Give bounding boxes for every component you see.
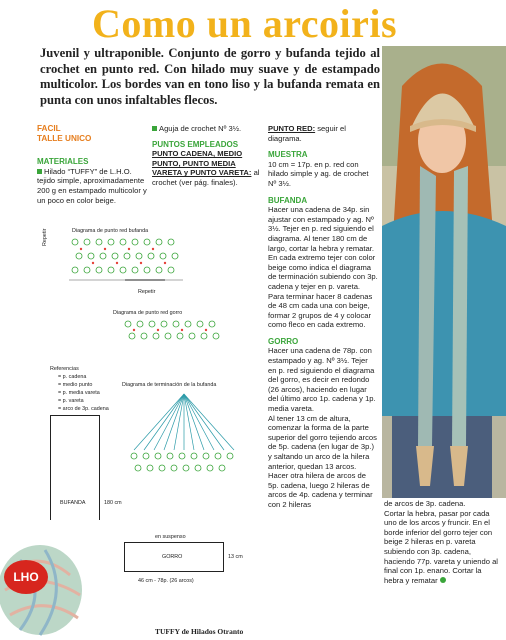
page-subtitle: Juvenil y ultraponible. Conjunto de gorro y bufanda tejido al crochet en punto red. Con hilado muy suave y de estampado multicolor. Los bordes van en tono liso y la bufanda remata en punta con unos infaltables flecos. bbox=[40, 46, 380, 107]
muestra-heading: MUESTRA bbox=[268, 150, 308, 160]
muestra-text: 10 cm = 17p. en p. red con hilado simple y ag. de crochet Nº 3½. bbox=[268, 159, 369, 188]
diagram-terminacion-label: Diagrama de terminación de la bufanda bbox=[122, 382, 217, 388]
column-right bbox=[268, 124, 378, 510]
bufanda-height-label: 180 cm bbox=[104, 500, 122, 506]
punto-red-text: PUNTO RED: seguir el diagrama. bbox=[268, 124, 346, 143]
bullet-square-icon bbox=[152, 126, 157, 131]
gorro-p3: de arcos de 3p. cadena. bbox=[384, 499, 466, 508]
column-far-right bbox=[384, 499, 502, 585]
bufanda-heading: BUFANDA bbox=[268, 195, 308, 205]
gorro-p2: Al tener 13 cm de altura, comenzar la forma de la parte superior del gorro tejiendo arcos de 5p. cadena (en lugar de 3p.) y saltando un arco de la hilera anterior, quedan 13 arcos. Hacer otra hilera de arcos de 5p. cadena, luego 2 hileras de arcos de 4p. cadena y terminar con 2 hileras bbox=[268, 413, 377, 509]
bufanda-p1: Hacer una cadena de 34p. sin ajustar con estampado y ag. Nº 3½. Tejer en p. red siguiendo el diagrama. Al tener 180 cm de largo, cortar la hebra y rematar. bbox=[268, 205, 374, 253]
bullet-square-icon bbox=[37, 169, 42, 174]
diagram-red-bufanda-label: Diagrama de punto red bufanda bbox=[72, 228, 149, 234]
bufanda-schematic-label: BUFANDA bbox=[60, 500, 86, 506]
bufanda-p3: Para terminar hacer 8 cadenas de 48 cm cada una con beige, formar 2 grupos de 4 y colocar como fleco en cada extremo. bbox=[268, 291, 373, 330]
aguja-text: Aguja de crochet Nº 3½. bbox=[152, 124, 264, 134]
ref-item-5: = arco de 3p. cadena bbox=[58, 406, 109, 412]
column-left bbox=[37, 124, 149, 205]
gorro-p4: Cortar la hebra, pasar por cada uno de los arcos y fruncir. En el borde inferior del gorro tejer con beige 2 hileras en p. vareta subiendo con 3p. cadena, haciendo 77p. vareta y uniendo al final con 1p. enano. Cortar la hebra y rematar bbox=[384, 508, 498, 585]
gorro-p1: Hacer una cadena de 78p. con estampado y ag. Nº 3½. Tejer en p. red siguiendo el diagrama del gorro, es decir en redondo (26 arcos), haciendo en lugar del último arco 1p. cadena y 1p. media vareta. bbox=[268, 346, 376, 414]
ref-item-4: = p. vareta bbox=[58, 398, 84, 404]
repetir-label-top: Repetir bbox=[42, 228, 48, 246]
puntos-heading: PUNTOS EMPLEADOS bbox=[152, 139, 239, 149]
level-label: FACIL bbox=[37, 124, 61, 133]
footer-brand: TUFFY de Hilados Otranto bbox=[155, 627, 244, 636]
materiales-heading: MATERIALES bbox=[37, 157, 89, 167]
end-mark-icon bbox=[440, 577, 446, 583]
diagram-red-bufanda bbox=[65, 236, 195, 291]
puntos-text: PUNTO CADENA, MEDIO PUNTO, PUNTO MEDIA VARETA y PUNTO VARETA: al crochet (ver pág. finales). bbox=[152, 149, 260, 187]
model-illustration bbox=[382, 46, 506, 498]
model-photo bbox=[382, 46, 506, 498]
column-middle bbox=[152, 124, 264, 188]
gorro-heading: GORRO bbox=[268, 336, 299, 346]
ref-item-2: = medio punto bbox=[58, 382, 93, 388]
ref-item-1: = p. cadena bbox=[58, 374, 87, 380]
bufanda-p2: En cada extremo tejer con color beige como indica el diagrama de terminación subiendo con 3p. cadena y tejer en p. vareta. bbox=[268, 253, 378, 291]
page-title: Como un arcoiris bbox=[92, 1, 398, 46]
en-suspenso-label: en suspenso bbox=[155, 534, 186, 540]
diagram-terminacion bbox=[124, 390, 244, 478]
ref-item-3: = p. media vareta bbox=[58, 390, 100, 396]
lho-logo: LHO bbox=[4, 560, 48, 594]
gorro-width-label: 46 cm - 78p. (26 arcos) bbox=[138, 578, 194, 584]
referencias-label: Referencias bbox=[50, 366, 79, 372]
gorro-schematic-label: GORRO bbox=[162, 554, 183, 560]
size-label: TALLE UNICO bbox=[37, 133, 92, 143]
diagram-red-gorro bbox=[118, 318, 238, 348]
gorro-height-label: 13 cm bbox=[228, 554, 243, 560]
materiales-text: Hilado “TUFFY” de L.H.O. tejido simple, aproximadamente 200 g en estampado multicolor y un poco en color beige. bbox=[37, 166, 147, 205]
diagram-red-gorro-label: Diagrama de punto red gorro bbox=[113, 310, 183, 316]
repetir-label-bottom: Repetir bbox=[138, 289, 156, 295]
